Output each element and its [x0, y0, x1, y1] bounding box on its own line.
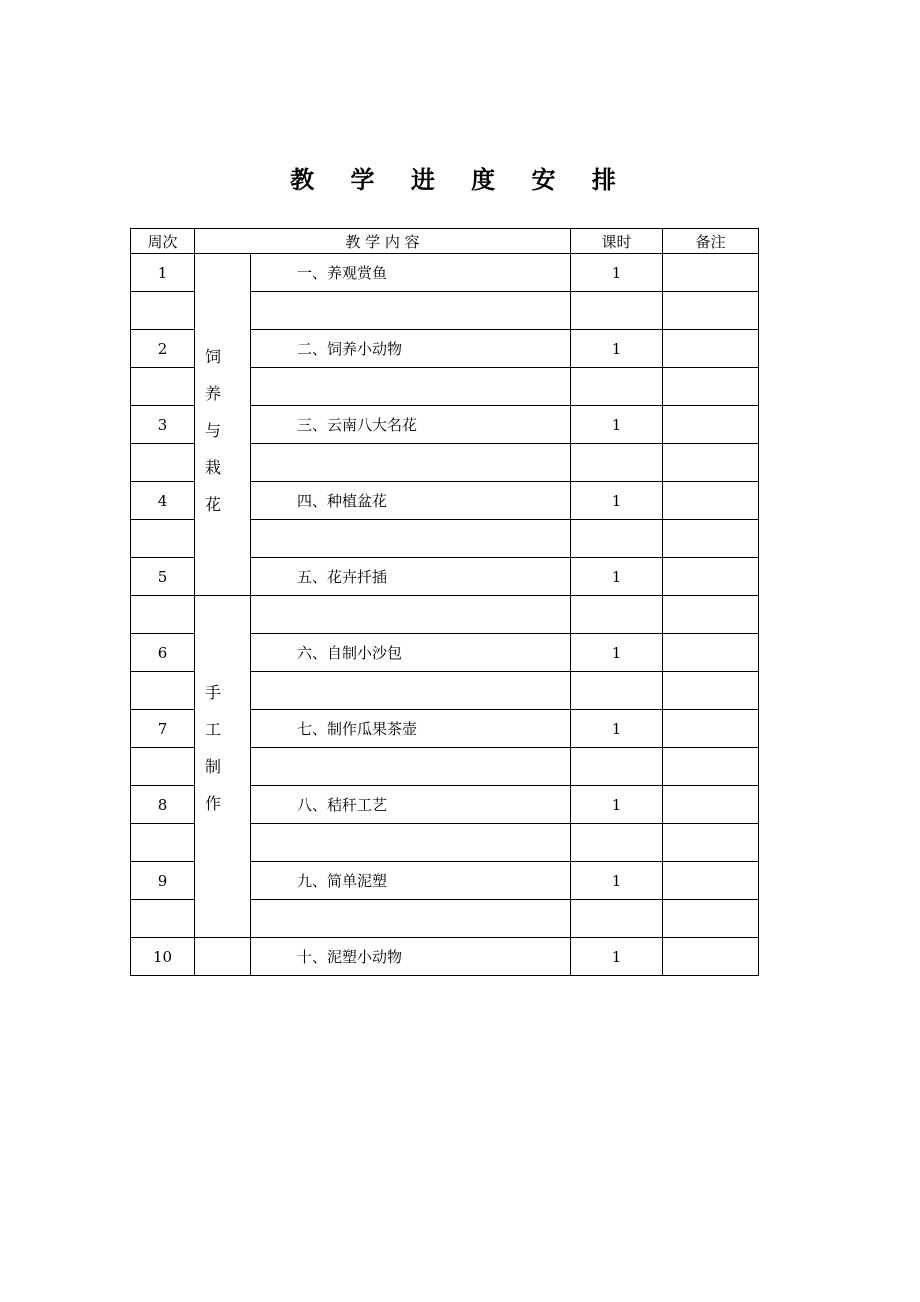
notes-cell: [663, 710, 759, 748]
notes-cell: [663, 824, 759, 862]
content-cell: 九、简单泥塑: [251, 862, 571, 900]
hours-cell: 1: [571, 710, 663, 748]
week-cell: 10: [131, 938, 195, 976]
content-cell: 十、泥塑小动物: [251, 938, 571, 976]
notes-cell: [663, 406, 759, 444]
week-cell: 4: [131, 482, 195, 520]
week-cell: [131, 748, 195, 786]
content-cell: 四、种植盆花: [251, 482, 571, 520]
week-cell: 1: [131, 254, 195, 292]
hours-cell: 1: [571, 862, 663, 900]
notes-cell: [663, 862, 759, 900]
hours-cell: 1: [571, 482, 663, 520]
notes-cell: [663, 634, 759, 672]
group-label-line: 手 工: [205, 683, 232, 739]
week-cell: 5: [131, 558, 195, 596]
group-label-line: 与 栽: [205, 421, 234, 477]
group-label-line: 制作: [205, 757, 232, 813]
content-cell: 五、花卉扦插: [251, 558, 571, 596]
content-cell: [251, 292, 571, 330]
content-cell: [251, 900, 571, 938]
group-cell-handcraft: [195, 596, 251, 938]
hours-cell: [571, 672, 663, 710]
header-week: 周次: [131, 229, 195, 254]
content-cell: [251, 596, 571, 634]
notes-cell: [663, 330, 759, 368]
week-cell: [131, 596, 195, 634]
notes-cell: [663, 672, 759, 710]
notes-cell: [663, 786, 759, 824]
content-cell: [251, 520, 571, 558]
content-cell: 三、云南八大名花: [251, 406, 571, 444]
table-header-row: [131, 229, 759, 254]
header-hours: 课时: [571, 229, 663, 254]
week-cell: [131, 368, 195, 406]
content-cell: [251, 748, 571, 786]
week-cell: [131, 292, 195, 330]
content-cell: [251, 444, 571, 482]
hours-cell: [571, 824, 663, 862]
notes-cell: [663, 748, 759, 786]
hours-cell: [571, 520, 663, 558]
hours-cell: [571, 596, 663, 634]
table-row: [131, 596, 759, 634]
group-cell-raising: [195, 254, 251, 596]
content-cell: [251, 368, 571, 406]
hours-cell: [571, 444, 663, 482]
schedule-table: [130, 228, 759, 976]
table-row: [131, 938, 759, 976]
week-cell: 3: [131, 406, 195, 444]
group-cell-empty: [195, 938, 251, 976]
notes-cell: [663, 558, 759, 596]
table-row: [131, 254, 759, 292]
week-cell: [131, 900, 195, 938]
hours-cell: 1: [571, 938, 663, 976]
content-cell: 八、秸秆工艺: [251, 786, 571, 824]
hours-cell: [571, 900, 663, 938]
notes-cell: [663, 292, 759, 330]
content-cell: 七、制作瓜果茶壶: [251, 710, 571, 748]
hours-cell: 1: [571, 254, 663, 292]
notes-cell: [663, 254, 759, 292]
week-cell: 6: [131, 634, 195, 672]
hours-cell: [571, 748, 663, 786]
group-label-line: 花: [205, 495, 234, 514]
header-content: 教 学 内 容: [195, 229, 571, 254]
week-cell: [131, 444, 195, 482]
hours-cell: 1: [571, 330, 663, 368]
hours-cell: 1: [571, 406, 663, 444]
week-cell: [131, 824, 195, 862]
notes-cell: [663, 444, 759, 482]
content-cell: [251, 824, 571, 862]
week-cell: [131, 520, 195, 558]
notes-cell: [663, 482, 759, 520]
notes-cell: [663, 900, 759, 938]
content-cell: 六、自制小沙包: [251, 634, 571, 672]
group-label-line: 饲 养: [205, 347, 234, 403]
hours-cell: 1: [571, 558, 663, 596]
page-title: 教 学 进 度 安 排: [290, 166, 630, 194]
notes-cell: [663, 368, 759, 406]
header-notes: 备注: [663, 229, 759, 254]
hours-cell: 1: [571, 634, 663, 672]
week-cell: 8: [131, 786, 195, 824]
week-cell: 2: [131, 330, 195, 368]
content-cell: 一、养观赏鱼: [251, 254, 571, 292]
notes-cell: [663, 520, 759, 558]
notes-cell: [663, 596, 759, 634]
hours-cell: 1: [571, 786, 663, 824]
week-cell: 9: [131, 862, 195, 900]
hours-cell: [571, 292, 663, 330]
week-cell: [131, 672, 195, 710]
content-cell: [251, 672, 571, 710]
content-cell: 二、饲养小动物: [251, 330, 571, 368]
week-cell: 7: [131, 710, 195, 748]
hours-cell: [571, 368, 663, 406]
notes-cell: [663, 938, 759, 976]
